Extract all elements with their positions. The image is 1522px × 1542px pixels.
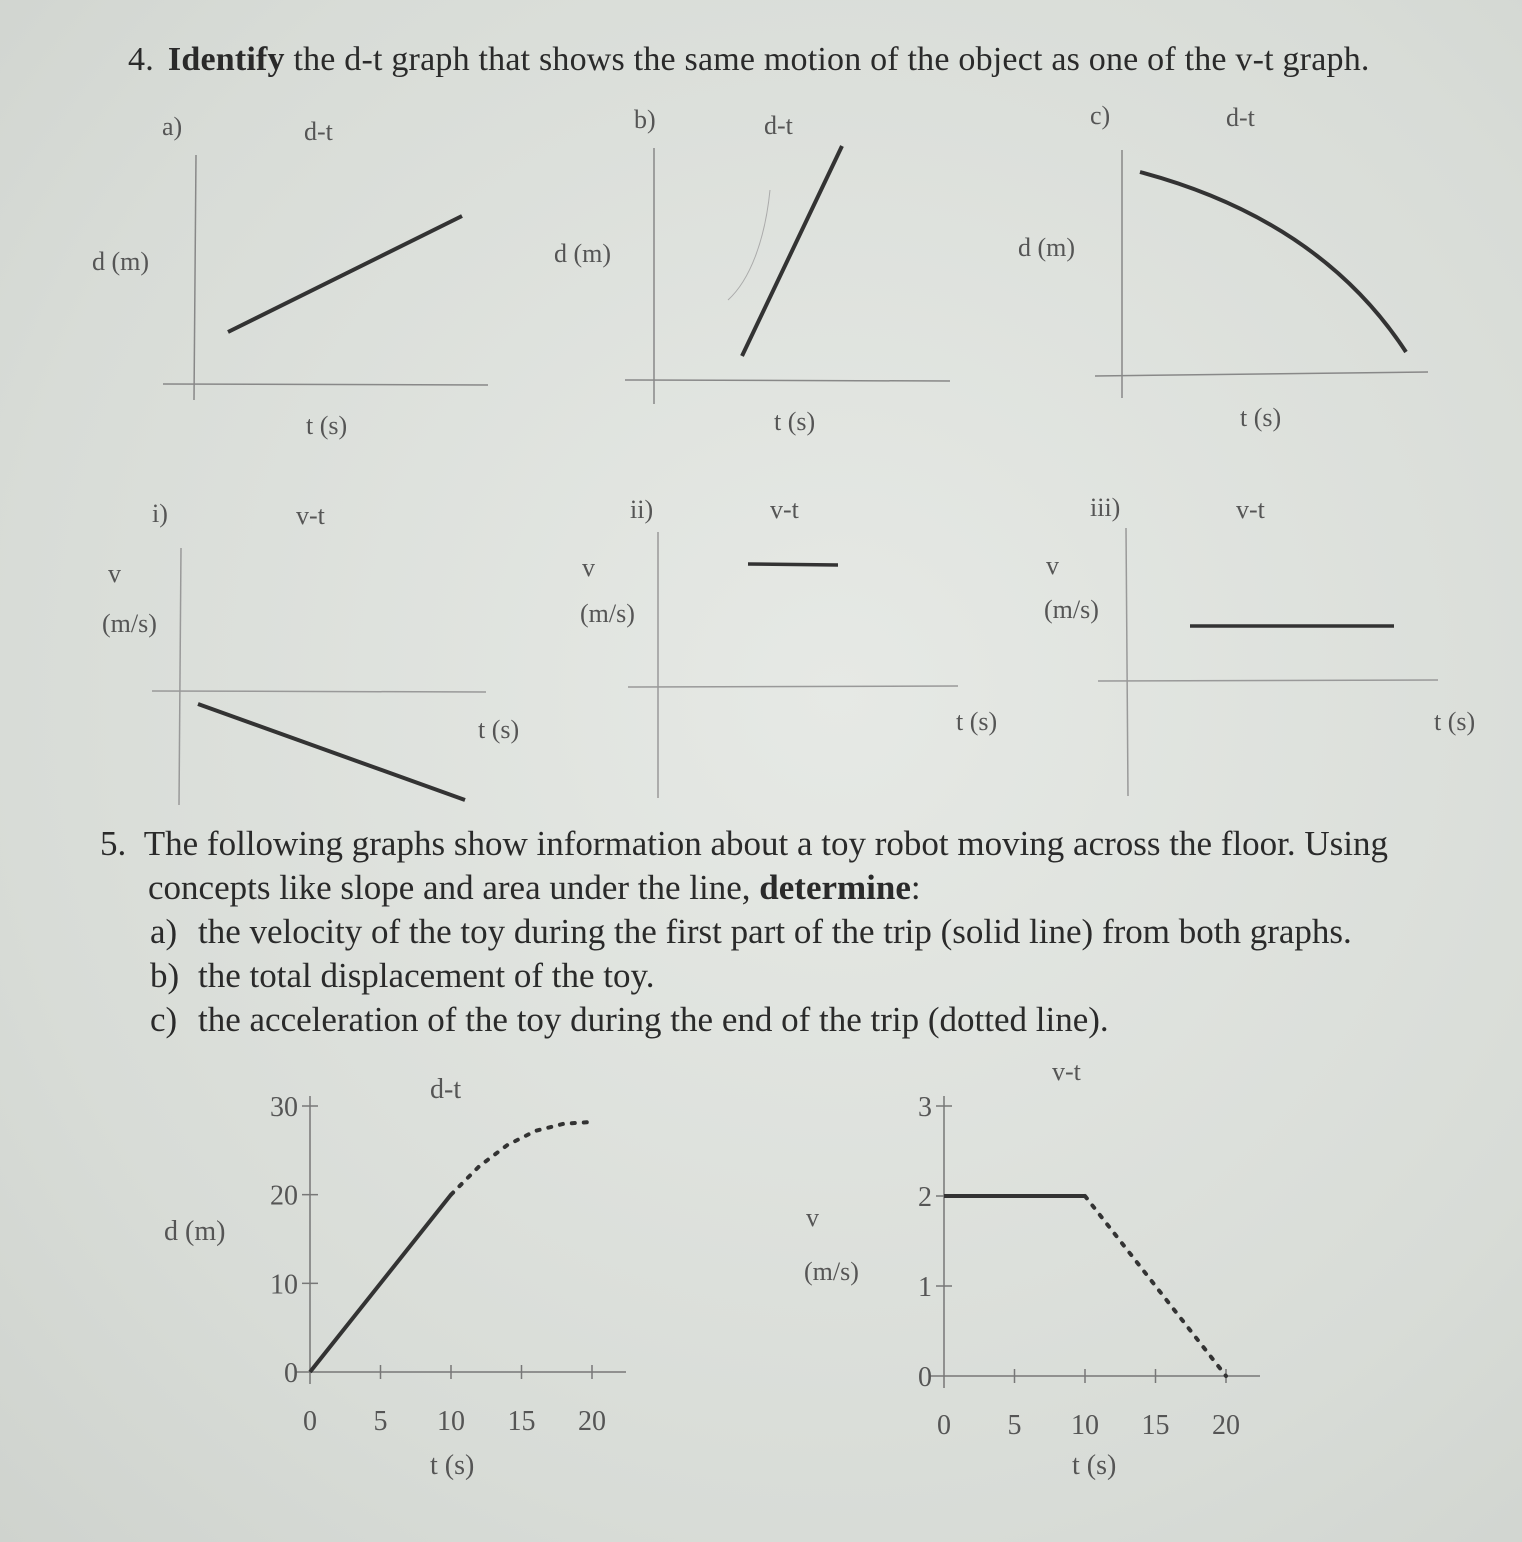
vt-graph-ii-label: ii) — [630, 495, 654, 524]
vt-chart-y-tick-label: 1 — [918, 1272, 932, 1303]
vt-graph-iii-xlabel: t (s) — [1434, 707, 1476, 736]
question-5-line-2-end: : — [910, 868, 921, 907]
vt-graph-i-title: v-t — [296, 501, 325, 530]
dt-chart-y-tick-label: 30 — [270, 1092, 298, 1123]
vt-graph-iii-label: iii) — [1090, 493, 1121, 522]
question-5-part-c-label: c) — [150, 1000, 178, 1039]
dt-graph-b-title: d-t — [764, 111, 793, 140]
vt-chart-series-dotted — [1085, 1196, 1226, 1376]
vt-graph-ii-ylabel-top: v — [582, 553, 595, 582]
dt-chart-series-solid — [310, 1195, 451, 1372]
vt-graph-i-ylabel-bottom: (m/s) — [102, 609, 157, 638]
question-4-text: the d-t graph that shows the same motion of the object as one of the v-t graph. — [293, 41, 1370, 78]
dt-chart-x-tick-label: 5 — [373, 1406, 388, 1437]
dt-graph-c-label: c) — [1090, 101, 1111, 130]
vt-chart-y-tick-label: 3 — [918, 1092, 932, 1123]
vt-graph-ii-xlabel: t (s) — [956, 707, 998, 736]
dt-chart-y-tick-label: 0 — [284, 1358, 298, 1389]
question-5-part-a-text: the velocity of the toy during the first part of the trip (solid line) from both graphs. — [198, 912, 1352, 951]
vt-chart-x-tick-label: 15 — [1141, 1410, 1170, 1441]
question-5-part-b-text: the total displacement of the toy. — [198, 956, 655, 995]
dt-graph-b-xlabel: t (s) — [774, 407, 816, 436]
vt-chart — [804, 1057, 1260, 1481]
dt-chart-x-tick-label: 10 — [437, 1406, 465, 1437]
vt-chart-ylabel: (m/s) — [804, 1257, 859, 1286]
question-5-part-c-text: the acceleration of the toy during the end of the trip (dotted line). — [198, 1000, 1109, 1039]
dt-chart-x-tick-label: 0 — [303, 1406, 317, 1437]
dt-chart-y-tick-label: 20 — [270, 1180, 298, 1212]
dt-chart-series-dotted — [451, 1122, 592, 1195]
vt-graph-i-xlabel: t (s) — [478, 715, 520, 744]
vt-chart-title: v-t — [1052, 1057, 1081, 1086]
vt-graph-i-label: i) — [152, 499, 168, 528]
dt-chart-x-tick-label: 20 — [578, 1406, 606, 1437]
question-5-line-1-text: The following graphs show information about a toy robot moving across the floor. Using — [143, 824, 1389, 863]
question-5-line-2-text: concepts like slope and area under the line, — [148, 868, 751, 907]
vt-chart-y-tick-label: 0 — [918, 1362, 932, 1393]
dt-graph-a-xlabel: t (s) — [306, 411, 348, 440]
dt-chart-title: d-t — [430, 1074, 462, 1105]
vt-chart-xlabel: t (s) — [1072, 1450, 1117, 1481]
vt-graph-iii-ylabel-bottom: (m/s) — [1044, 595, 1099, 624]
question-5-number: 5. — [100, 824, 127, 863]
vt-chart-ylabel-top: v — [806, 1203, 819, 1232]
question-5-bold-word: determine — [759, 868, 911, 907]
dt-graph-c-xlabel: t (s) — [1240, 403, 1282, 432]
vt-chart-x-tick-label: 5 — [1007, 1410, 1022, 1441]
question-5-part-b-label: b) — [150, 956, 180, 995]
vt-graph-i-ylabel-top: v — [108, 559, 121, 588]
question-5-part-a-label: a) — [150, 912, 178, 951]
vt-graph-ii-title: v-t — [770, 495, 799, 524]
vt-graph-iii-ylabel-top: v — [1046, 551, 1059, 580]
dt-chart-ylabel: d (m) — [164, 1216, 226, 1247]
dt-chart-y-tick-label: 10 — [270, 1269, 298, 1301]
dt-graph-a-label: a) — [162, 112, 183, 141]
question-4-bold-word: Identify — [167, 41, 285, 78]
vt-graph-iii-title: v-t — [1236, 495, 1265, 524]
dt-graph-b-ylabel: d (m) — [554, 239, 612, 268]
dt-graph-c-title: d-t — [1226, 103, 1255, 132]
dt-chart-xlabel: t (s) — [430, 1450, 475, 1481]
vt-chart-x-tick-label: 20 — [1212, 1410, 1240, 1441]
vt-chart-x-tick-label: 10 — [1071, 1410, 1099, 1441]
vt-graph-ii-ylabel-bottom: (m/s) — [580, 599, 635, 628]
dt-chart-x-tick-label: 15 — [507, 1406, 536, 1437]
vt-chart-x-tick-label: 0 — [937, 1410, 951, 1441]
dt-chart — [164, 1074, 626, 1481]
dt-graph-a-title: d-t — [304, 117, 333, 146]
dt-graph-b-label: b) — [634, 105, 656, 134]
dt-graph-a-ylabel: d (m) — [92, 247, 150, 276]
vt-chart-y-tick-label: 2 — [918, 1182, 932, 1213]
dt-graph-c-ylabel: d (m) — [1018, 233, 1076, 262]
question-4-number: 4. — [128, 41, 154, 78]
